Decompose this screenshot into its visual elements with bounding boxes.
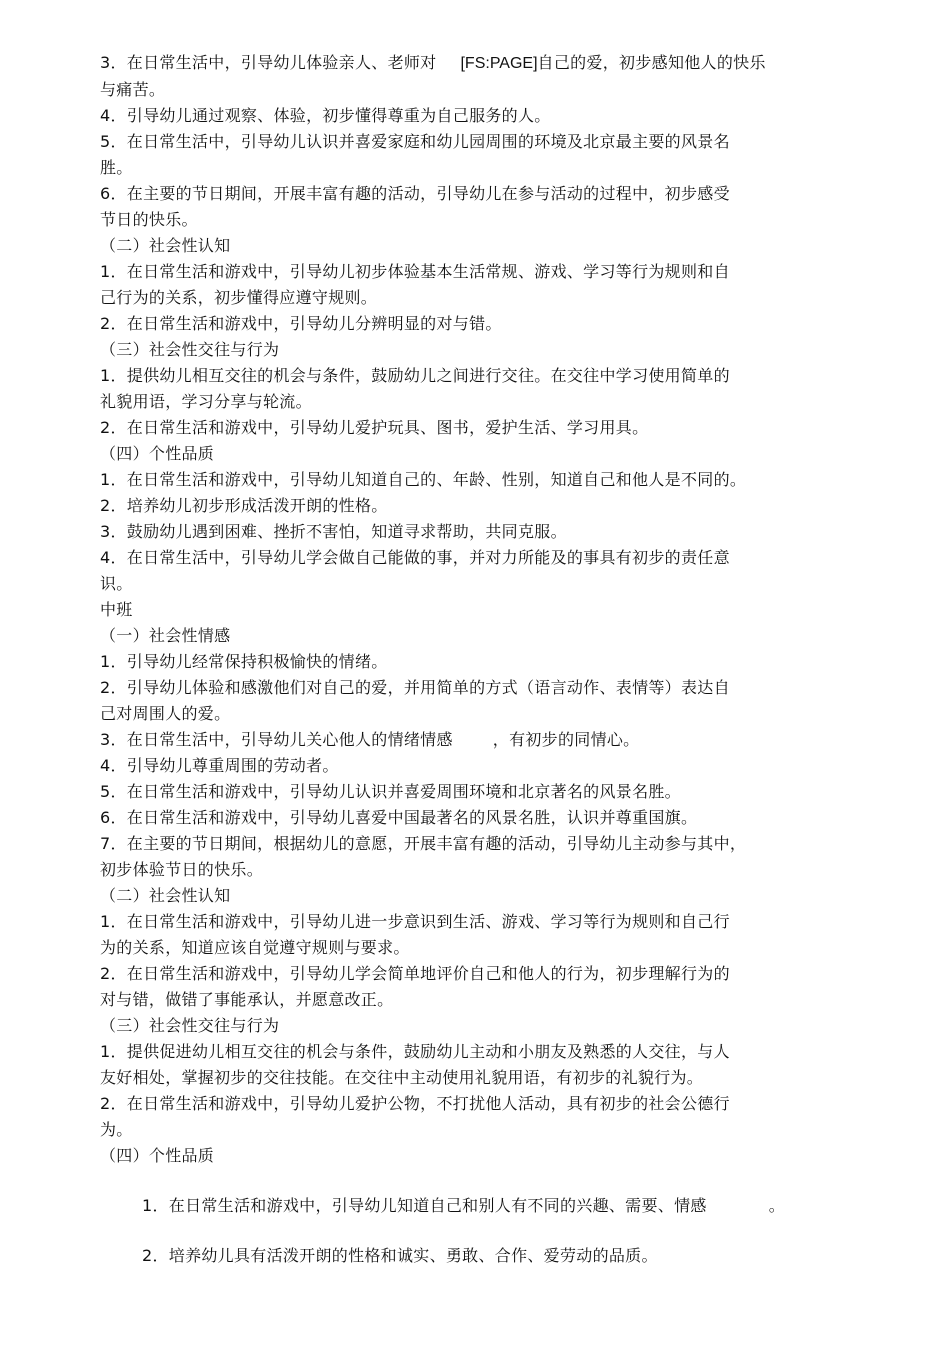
section-heading: （三）社会性交往与行为 — [100, 1016, 280, 1035]
text-line — [100, 727, 830, 753]
text-line: 1．在日常生活和游戏中，引导幼儿进一步意识到生活、游戏、学习等行为规则和自己行 — [100, 912, 730, 931]
text-line: 6．在日常生活和游戏中，引导幼儿喜爱中国最著名的风景名胜，认识并尊重国旗。 — [100, 808, 698, 827]
section-heading: （二）社会性认知 — [100, 886, 231, 905]
text-line: 1．引导幼儿经常保持积极愉快的情绪。 — [100, 652, 388, 671]
text-line: 友好相处，掌握初步的交往技能。在交往中主动使用礼貌用语，有初步的礼貌行为。 — [100, 1068, 704, 1087]
text-line: 4．引导幼儿通过观察、体验，初步懂得尊重为自己服务的人。 — [100, 106, 551, 125]
text-span: ，有初步的同情心。 — [492, 730, 640, 749]
text-line: 1．提供促进幼儿相互交往的机会与条件，鼓励幼儿主动和小朋友及熟悉的人交往，与人 — [100, 1042, 730, 1061]
text-line: 4．引导幼儿尊重周围的劳动者。 — [100, 756, 339, 775]
document-page — [100, 50, 830, 1269]
text-line: 5．在日常生活和游戏中，引导幼儿认识并喜爱周围环境和北京著名的风景名胜。 — [100, 782, 681, 801]
text-span: 1．在日常生活和游戏中，引导幼儿知道自己和别人有不同的兴趣、需要、情感 — [142, 1196, 707, 1215]
section-heading: （一）社会性情感 — [100, 626, 231, 645]
text-line: 为的关系，知道应该自觉遵守规则与要求。 — [100, 938, 410, 957]
text-line: 为。 — [100, 1120, 133, 1139]
text-span: 3．在日常生活中，引导幼儿关心他人的情绪情感 — [100, 730, 453, 749]
text-line: 2．在日常生活和游戏中，引导幼儿学会简单地评价自己和他人的行为，初步理解行为的 — [100, 964, 730, 983]
text-line: 节日的快乐。 — [100, 210, 198, 229]
text-line: 胜。 — [100, 158, 133, 177]
text-line: 2．培养幼儿初步形成活泼开朗的性格。 — [100, 496, 388, 515]
text-line: 3．鼓励幼儿遇到困难、挫折不害怕，知道寻求帮助，共同克服。 — [100, 522, 567, 541]
text-line: 5．在日常生活中，引导幼儿认识并喜爱家庭和幼儿园周围的环境及北京最主要的风景名 — [100, 132, 730, 151]
text-line: 对与错，做错了事能承认，并愿意改正。 — [100, 990, 394, 1009]
text-line: 识。 — [100, 574, 133, 593]
text-line: 6．在主要的节日期间，开展丰富有趣的活动，引导幼儿在参与活动的过程中，初步感受 — [100, 184, 730, 203]
text-line — [100, 50, 830, 77]
text-line: 2．在日常生活和游戏中，引导幼儿爱护玩具、图书，爱护生活、学习用具。 — [100, 418, 649, 437]
text-span: 自己的爱，初步感知他人的快乐 — [537, 53, 766, 72]
section-heading: （三）社会性交往与行为 — [100, 340, 280, 359]
text-span: 3．在日常生活中，引导幼儿体验亲人、老师对 — [100, 53, 437, 72]
text-line: 2．培养幼儿具有活泼开朗的性格和诚实、勇敢、合作、爱劳动的品质。 — [142, 1246, 658, 1265]
text-line: 与痛苦。 — [100, 80, 166, 99]
text-line: 2．引导幼儿体验和感激他们对自己的爱，并用简单的方式（语言动作、表情等）表达自 — [100, 678, 730, 697]
class-heading: 中班 — [100, 600, 133, 619]
text-line — [100, 1193, 830, 1219]
page-tag: [FS:PAGE] — [460, 55, 538, 72]
text-line: 2．在日常生活和游戏中，引导幼儿爱护公物，不打扰他人活动，具有初步的社会公德行 — [100, 1094, 730, 1113]
text-line: 己行为的关系，初步懂得应遵守规则。 — [100, 288, 378, 307]
text-line: 1．在日常生活和游戏中，引导幼儿知道自己的、年龄、性别，知道自己和他人是不同的。 — [100, 470, 747, 489]
text-line: 4．在日常生活中，引导幼儿学会做自己能做的事，并对力所能及的事具有初步的责任意 — [100, 548, 730, 567]
text-line: 己对周围人的爱。 — [100, 704, 231, 723]
text-line: 初步体验节日的快乐。 — [100, 860, 264, 879]
text-line: 1．在日常生活和游戏中，引导幼儿初步体验基本生活常规、游戏、学习等行为规则和自 — [100, 262, 730, 281]
section-heading: （四）个性品质 — [100, 1146, 215, 1165]
text-line: 7．在主要的节日期间，根据幼儿的意愿，开展丰富有趣的活动，引导幼儿主动参与其中， — [100, 834, 747, 853]
text-line: 1．提供幼儿相互交往的机会与条件，鼓励幼儿之间进行交往。在交往中学习使用简单的 — [100, 366, 730, 385]
text-line: 2．在日常生活和游戏中，引导幼儿分辨明显的对与错。 — [100, 314, 502, 333]
section-heading: （二）社会性认知 — [100, 236, 231, 255]
section-heading: （四）个性品质 — [100, 444, 215, 463]
text-span: 。 — [768, 1196, 785, 1215]
text-line: 礼貌用语，学习分享与轮流。 — [100, 392, 312, 411]
